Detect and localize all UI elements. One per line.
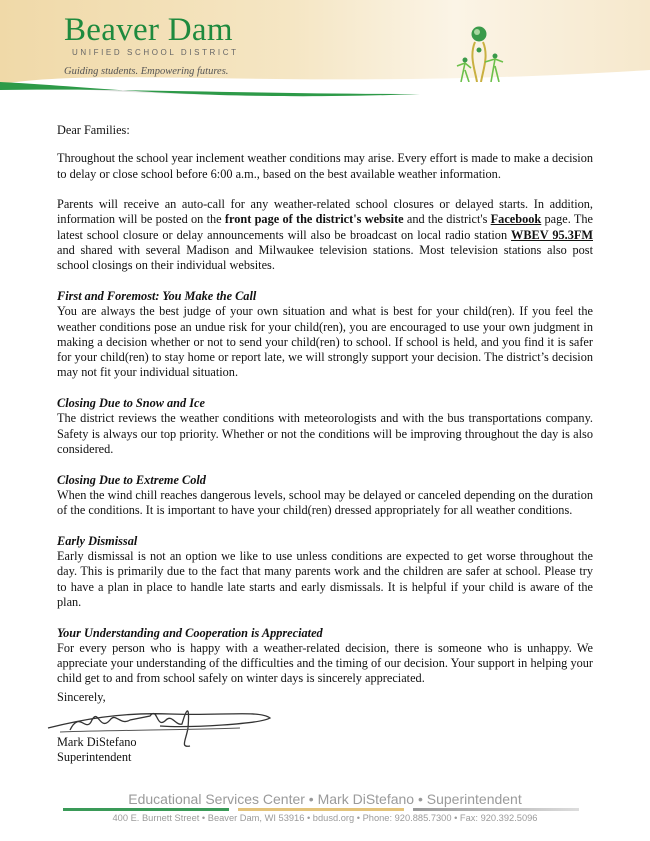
text: page. The latest school closure or delay announcements will also be broadcast on local radio station (57, 212, 593, 242)
text: Parents will receive an auto-call for any weather-related school closures or delayed starts. In addition, information will be posted on the (57, 197, 593, 227)
salutation: Dear Families: (57, 123, 130, 137)
tagline: Guiding students. Empowering futures. (64, 66, 229, 77)
section-body: The district reviews the weather conditions with meteorologists and with the bus transportations company. Safety is always our top priority. Whether or not the conditions will be improving throughout the day is also considered. (57, 411, 593, 456)
section-heading: Closing Due to Snow and Ice (57, 396, 205, 411)
text: and the district's (403, 212, 491, 227)
globe-family-logo-icon (455, 26, 505, 82)
website-reference: front page of the district's website (224, 212, 404, 227)
signer-title: Superintendent (57, 750, 132, 765)
district-subtitle: UNIFIED SCHOOL DISTRICT (72, 48, 239, 57)
footer-contact: 400 E. Burnett Street • Beaver Dam, WI 53916 • bdusd.org • Phone: 920.885.7300 • Fax: 920.392.5096 (112, 813, 538, 823)
letter-body (57, 123, 593, 702)
section-body: Early dismissal is not an option we like to use unless conditions are expected to get worse throughout the day. This is primarily due to the fact that many parents work and the children are safer at school. Please try to have a plan in place to handle late starts and early dismissals. It is helpful if your child is aware of the plan. (57, 549, 593, 609)
footer-divider-gold (238, 808, 404, 811)
footer-office: Educational Services Center • Mark DiStefano • Superintendent (128, 791, 522, 807)
section-heading: Closing Due to Extreme Cold (57, 472, 206, 487)
footer-divider-green (63, 808, 229, 811)
signer-name: Mark DiStefano (57, 735, 137, 749)
paragraph-notifications (57, 197, 593, 273)
closing: Sincerely, (57, 690, 106, 704)
section-body: For every person who is happy with a weather-related decision, there is someone who is unhappy. We appreciate your understanding of the difficulties and the timing of our decision. Your support in helping your child get to and from school safely on winter days is sincerely appreciated. (57, 640, 593, 686)
paragraph-intro: Throughout the school year inclement weather conditions may arise. Every effort is made to make a decision to delay or close school before 6:00 a.m., based on the best available weather information. (57, 151, 593, 181)
section-heading: Your Understanding and Cooperation is Appreciated (57, 625, 323, 640)
footer-divider-gray (413, 808, 579, 811)
radio-station-link[interactable]: WBEV 95.3FM (511, 227, 593, 242)
section-heading: Early Dismissal (57, 533, 138, 548)
signature-block (57, 735, 137, 766)
section-body: When the wind chill reaches dangerous levels, school may be delayed or canceled depending on the duration of the conditions. It is important to have your child(ren) dressed appropriately for all weather conditions. (57, 487, 593, 518)
facebook-link[interactable]: Facebook (490, 212, 542, 227)
district-name: Beaver Dam (64, 12, 233, 48)
section-heading: First and Foremost: You Make the Call (57, 288, 257, 303)
text: and shared with several Madison and Milwaukee television stations. Most television stations also post school closings on their individual websites. (57, 243, 593, 273)
letterhead (0, 0, 650, 100)
section-body: You are always the best judge of your own situation and what is best for your child(ren). If you feel the weather conditions pose an undue risk for your child(ren), you are encouraged to use your own judgment in making a decision whether or not to send your child(ren) to school. If school is held, and you find it is safer for your child(ren) to stay home or report late, we will strongly support your decision. The district’s decision may not fit your individual situation. (57, 304, 593, 380)
